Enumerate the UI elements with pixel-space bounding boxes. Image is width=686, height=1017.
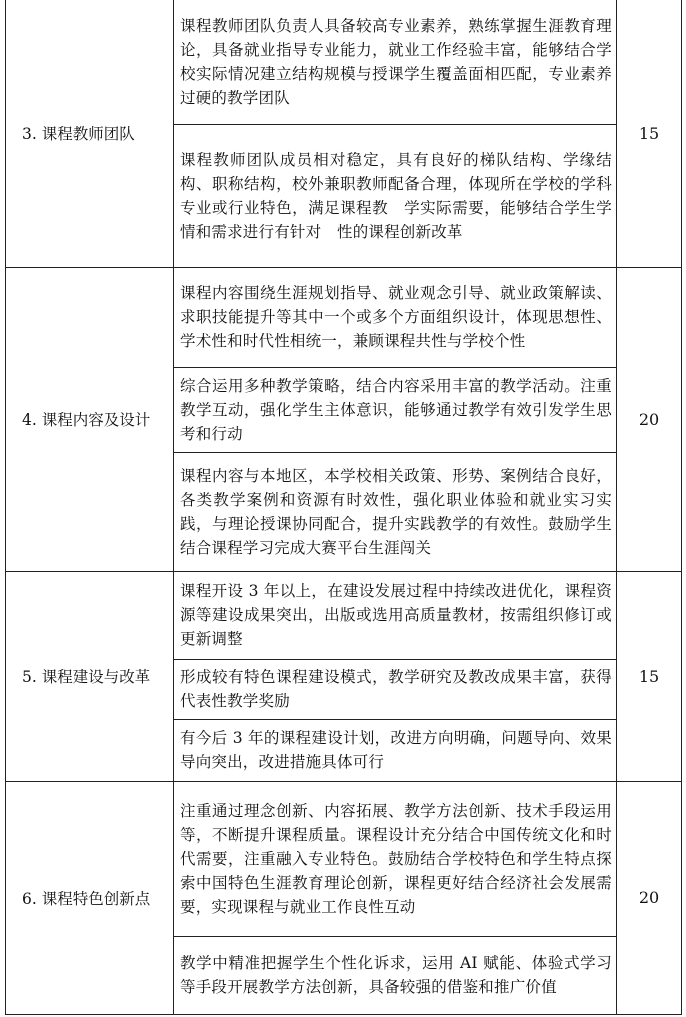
criterion-cell: 课程教师团队成员相对稳定，具有良好的梯队结构、学缘结构、职称结构，校外兼职教师配备合理，体现所在学校的学科专业或行业特色，满足课程教 学实际需要，能够结合学生学情和需求进行有针对 性的课程创新改革: [174, 124, 617, 267]
category-cell: 3. 课程教师团队: [6, 0, 174, 267]
criterion-cell: 综合运用多种教学策略，结合内容采用丰富的教学活动。注重教学互动，强化学生主体意识，能够通过教学有效引发学生思考和行动: [174, 367, 617, 452]
criterion-cell: 课程开设 3 年以上，在建设发展过程中持续改进优化，课程资源等建设成果突出，出版或选用高质量教材，按需组织修订或更新调整: [174, 571, 617, 659]
criterion-cell: 形成较有特色课程建设模式，教学研究及教改成果丰富，获得代表性教学奖励: [174, 659, 617, 719]
category-cell: 6. 课程特色创新点: [6, 781, 174, 1014]
score-cell: 15: [617, 0, 682, 267]
category-cell: 4. 课程内容及设计: [6, 267, 174, 571]
score-cell: 20: [617, 267, 682, 571]
table-row: [6, 571, 682, 659]
score-cell: 20: [617, 781, 682, 1014]
criterion-cell: 课程内容围绕生涯规划指导、就业观念引导、就业政策解读、求职技能提升等其中一个或多个方面组织设计，体现思想性、学术性和时代性相统一，兼顾课程共性与学校个性: [174, 267, 617, 367]
score-cell: 15: [617, 571, 682, 781]
criterion-cell: 有今后 3 年的课程建设计划，改进方向明确，问题导向、效果导向突出，改进措施具体可行: [174, 719, 617, 781]
criterion-cell: 课程教师团队负责人具备较高专业素养，熟练掌握生涯教育理论，具备就业指导专业能力，就业工作经验丰富，能够结合学校实际情况建立结构规模与授课学生覆盖面相匹配，专业素养过硬的教学团队: [174, 0, 617, 124]
criterion-cell: 教学中精准把握学生个性化诉求，运用 AI 赋能、体验式学习等手段开展教学方法创新，具备较强的借鉴和推广价值: [174, 936, 617, 1014]
rubric-table: [5, 0, 682, 1015]
criterion-cell: 注重通过理念创新、内容拓展、教学方法创新、技术手段运用等，不断提升课程质量。课程设计充分结合中国传统文化和时代需要，注重融入专业特色。鼓励结合学校特色和学生特点探索中国特色生涯教育理论创新，课程更好结合经济社会发展需要，实现课程与就业工作良性互动: [174, 781, 617, 936]
table-row: [6, 781, 682, 936]
table-row: [6, 0, 682, 124]
criterion-cell: 课程内容与本地区，本学校相关政策、形势、案例结合良好，各类教学案例和资源有时效性，强化职业体验和就业实习实践，与理论授课协同配合，提升实践教学的有效性。鼓励学生结合课程学习完成大赛平台生涯闯关: [174, 452, 617, 571]
category-cell: 5. 课程建设与改革: [6, 571, 174, 781]
table-row: [6, 267, 682, 367]
